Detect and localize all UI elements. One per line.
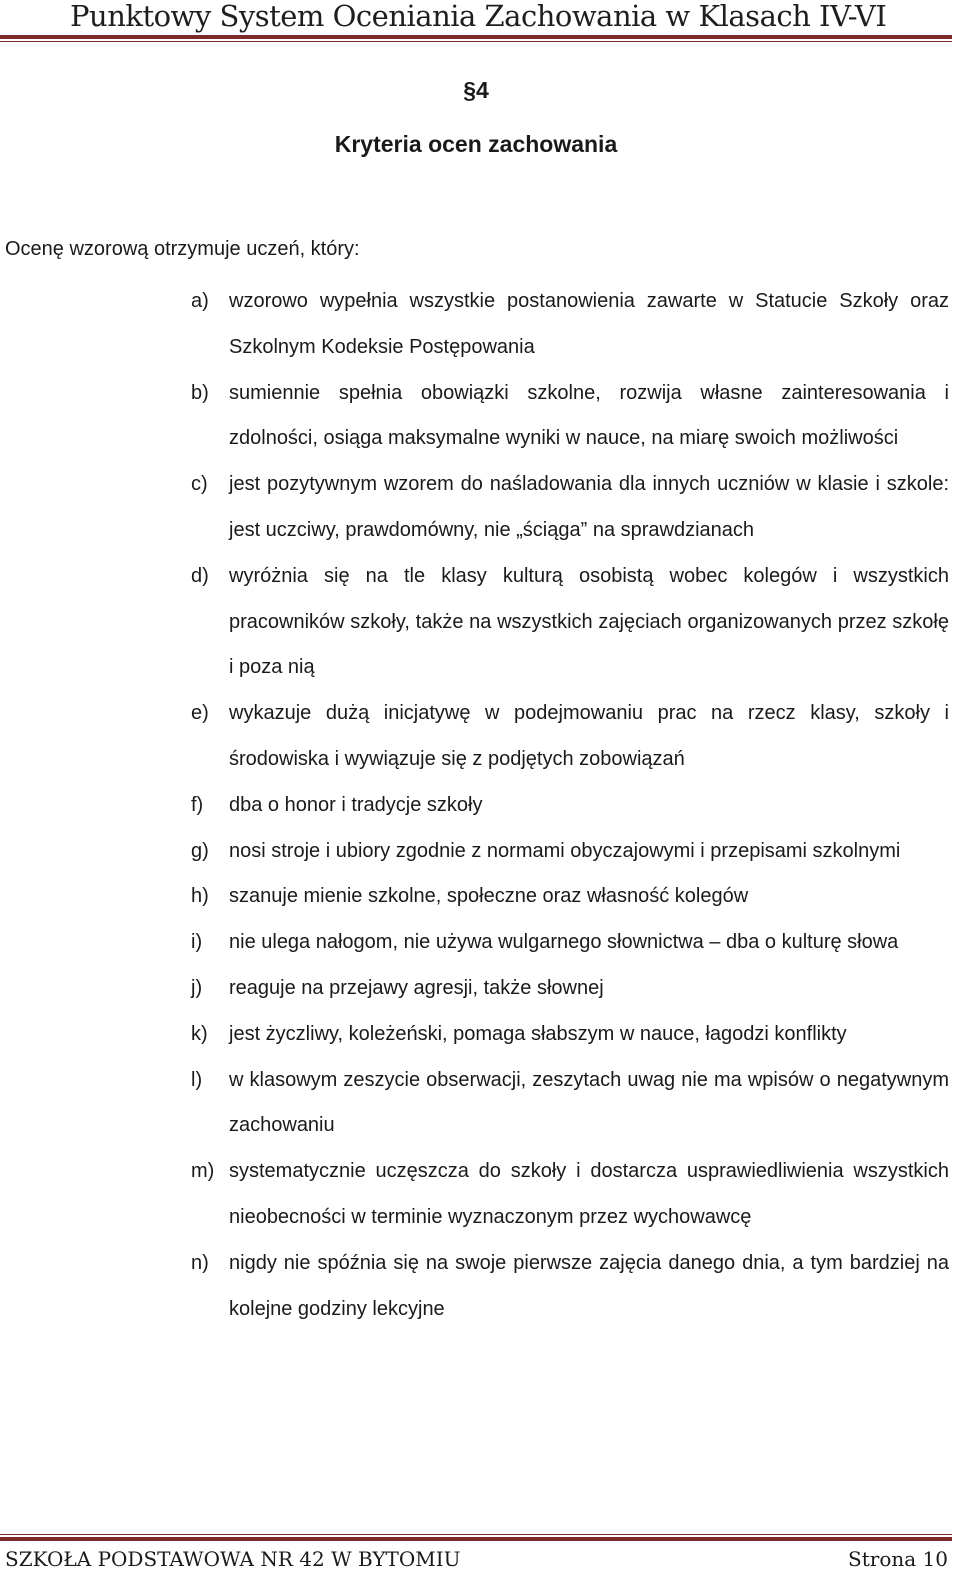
list-item-marker: a) <box>191 290 209 312</box>
list-item-marker: h) <box>191 885 209 908</box>
section-number: §4 <box>463 77 489 103</box>
list-item <box>191 279 949 371</box>
list-item <box>191 1058 949 1150</box>
criteria-list <box>191 279 949 1332</box>
list-item-marker: l) <box>191 1068 203 1091</box>
list-item-text: wyróżnia się na tle klasy kulturą osobistą wobec kolegów i wszystkich pracowników szkoły, także na wszystkich zajęciach organizowanych przez szkołę i poza nią <box>229 564 949 679</box>
list-item <box>191 1012 949 1058</box>
list-item <box>191 554 949 691</box>
list-item-marker: b) <box>191 381 209 404</box>
list-item-text: w klasowym zeszycie obserwacji, zeszytach uwag nie ma wpisów o negatywnym zachowaniu <box>229 1068 949 1137</box>
footer-page-number: Strona 10 <box>848 1547 948 1571</box>
header-title: Punktowy System Oceniania Zachowania w Klasach IV-VI <box>70 0 887 33</box>
footer-rule <box>0 1537 952 1541</box>
list-item-marker: g) <box>191 839 209 862</box>
list-item <box>191 966 949 1012</box>
list-item-text: systematycznie uczęszcza do szkoły i dostarcza usprawiedliwienia wszystkich nieobecności w terminie wyznaczonym przez wychowawcę <box>229 1160 949 1228</box>
list-item <box>191 1149 949 1241</box>
list-item <box>191 1241 949 1333</box>
list-item-text: szanuje mienie szkolne, społeczne oraz własność kolegów <box>229 885 749 908</box>
list-item-marker: n) <box>191 1251 209 1274</box>
footer-school-name: SZKOŁA PODSTAWOWA NR 42 W BYTOMIU <box>5 1547 461 1571</box>
list-item-text: dba o honor i tradycje szkoły <box>229 793 483 816</box>
list-item-text: wykazuje dużą inicjatywę w podejmowaniu prac na rzecz klasy, szkoły i środowiska i wywiązuje się z podjętych zobowiązań <box>229 702 949 770</box>
list-item-marker: j) <box>191 976 203 999</box>
header-rule <box>0 35 952 39</box>
list-item <box>191 783 949 829</box>
list-item-marker: k) <box>191 1022 208 1045</box>
list-item-marker: c) <box>191 473 208 496</box>
list-item-text: jest pozytywnym wzorem do naśladowania dla innych uczniów w klasie i szkole: jest uczciwy, prawdomówny, nie „ściąga” na sprawdzianach <box>229 473 949 541</box>
list-item-marker: f) <box>191 793 204 816</box>
list-item-text: reaguje na przejawy agresji, także słownej <box>229 976 604 999</box>
list-item-marker: e) <box>191 702 209 725</box>
list-item-text: jest życzliwy, koleżeński, pomaga słabszym w nauce, łagodzi konflikty <box>229 1022 847 1045</box>
list-item-marker: d) <box>191 564 209 587</box>
footer-rule-secondary <box>0 1534 952 1535</box>
list-item <box>191 462 949 554</box>
list-item <box>191 829 949 875</box>
header-rule-secondary <box>0 41 952 42</box>
list-item <box>191 920 949 966</box>
list-item <box>191 874 949 920</box>
list-item <box>191 371 949 463</box>
list-item-text: nie ulega nałogom, nie używa wulgarnego słownictwa – dba o kulturę słowa <box>229 931 899 954</box>
list-item <box>191 691 949 783</box>
list-item-marker: m) <box>191 1160 215 1183</box>
list-item-text: sumiennie spełnia obowiązki szkolne, rozwija własne zainteresowania i zdolności, osiąga maksymalne wyniki w nauce, na miarę swoich możliwości <box>229 381 949 450</box>
list-item-marker: i) <box>191 931 203 954</box>
list-item-text: nosi stroje i ubiory zgodnie z normami obyczajowymi i przepisami szkolnymi <box>229 839 901 862</box>
section-title: Kryteria ocen zachowania <box>334 131 618 157</box>
list-item-text: wzorowo wypełnia wszystkie postanowienia zawarte w Statucie Szkoły oraz Szkolnym Kodeksie Postępowania <box>229 290 949 358</box>
intro-text: Ocenę wzorową otrzymuje uczeń, który: <box>5 238 360 260</box>
list-item-text: nigdy nie spóźnia się na swoje pierwsze zajęcia danego dnia, a tym bardziej na kolejne godziny lekcyjne <box>229 1251 949 1320</box>
